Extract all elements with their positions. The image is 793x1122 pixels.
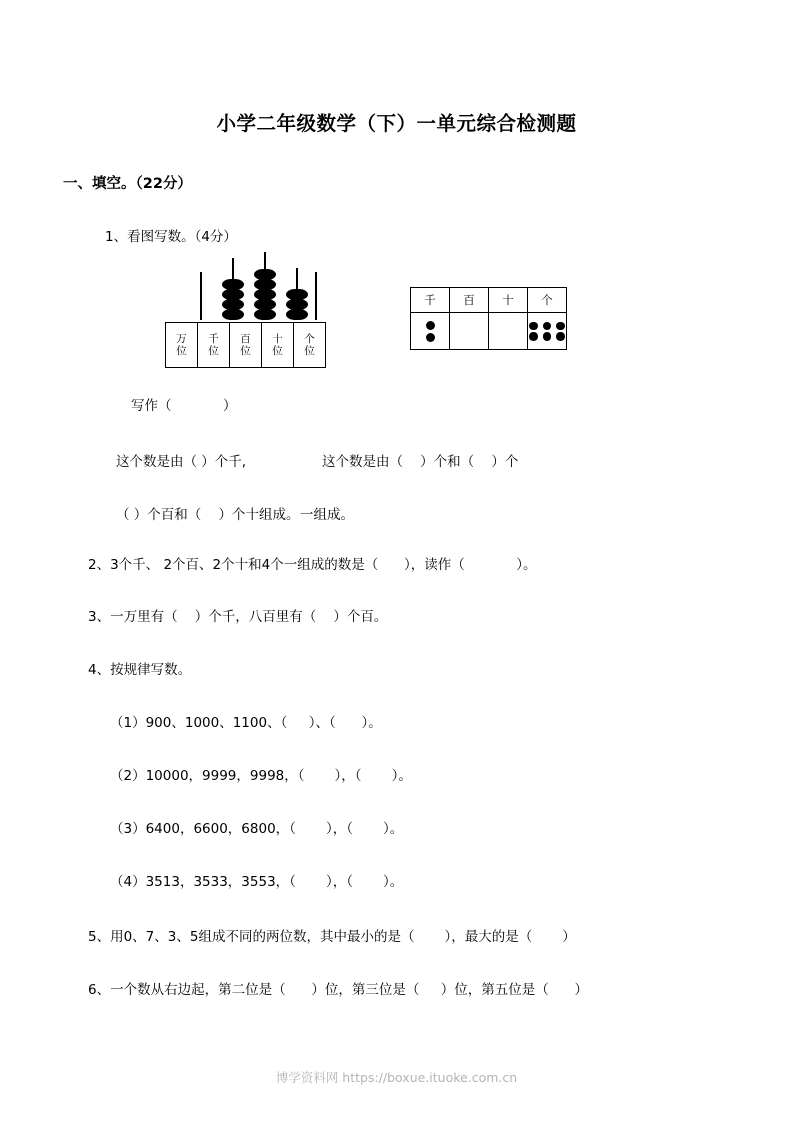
abacus-label-ge [294, 323, 325, 367]
table-row-headers [411, 288, 567, 313]
question-4-item-2: （2）10000，9999，9998，（ ），（ ）。 [110, 768, 412, 784]
question-4-item-3: （3）6400，6600，6800，（ ），（ ）。 [110, 821, 404, 837]
pv-header-shi: 十 [489, 288, 528, 313]
counter-dot [556, 322, 565, 331]
question-4-label: 4、按规律写数。 [88, 662, 192, 678]
pv-cell-qian [411, 313, 450, 350]
counter-dot [529, 332, 538, 341]
question-1-label: 1、看图写数。（4分） [105, 229, 237, 245]
question-4-item-4: （4）3513，3533，3553，（ ），（ ）。 [110, 874, 404, 890]
abacus-label-bai [230, 323, 262, 367]
question-2: 2、3个千、 2个百、2个十和4个一组成的数是（ ），读作（ ）。 [88, 557, 537, 573]
abacus-label-bai-bottom: 位 [240, 345, 251, 357]
pv-cell-ge [528, 313, 567, 350]
abacus-label-shi-bottom: 位 [272, 345, 283, 357]
question-1-write-line: 写作（ ） [131, 398, 237, 414]
abacus-rod-ge [315, 272, 317, 320]
abacus-label-bai-top: 百 [240, 332, 251, 345]
pv-header-qian: 千 [411, 288, 450, 313]
pv-header-ge: 个 [528, 288, 567, 313]
counter-dot [556, 332, 565, 341]
abacus-label-shi [262, 323, 294, 367]
abacus-figure [165, 258, 328, 368]
abacus-label-wan [166, 323, 198, 367]
abacus-bead [222, 309, 244, 320]
counter-dot [426, 333, 435, 342]
abacus-label-ge-top: 个 [304, 332, 315, 345]
counter-dot [426, 321, 435, 330]
table-row-dots [411, 313, 567, 350]
counter-dot [543, 322, 552, 331]
pv-header-bai: 百 [450, 288, 489, 313]
question-4-item-1: （1）900、1000、1100、（ ）、（ ）。 [110, 715, 382, 731]
question-1-left-line-1: 这个数是由（ ）个千, [116, 454, 247, 470]
pv-cell-bai [450, 313, 489, 350]
place-value-table [410, 287, 567, 350]
footer-watermark: 博学资料网 https://boxue.ituoke.com.cn [275, 1070, 518, 1085]
abacus-bead [254, 309, 276, 320]
abacus-label-wan-bottom: 位 [176, 345, 187, 357]
dot-group-ge [528, 313, 566, 349]
abacus-bead [286, 309, 308, 320]
section-heading-fill-in-blanks: 一、填空。（22分） [63, 176, 192, 192]
question-1-right-line-1: 这个数是由（ ）个和（ ）个 [322, 454, 519, 470]
abacus-beads-qian [220, 280, 246, 320]
abacus-label-ge-bottom: 位 [304, 345, 315, 357]
abacus-beads-bai [252, 270, 278, 320]
abacus-label-frame [165, 322, 326, 368]
page-title: 小学二年级数学（下）一单元综合检测题 [216, 112, 577, 135]
abacus-label-qian-top: 千 [208, 332, 219, 345]
question-6: 6、一个数从右边起，第二位是（ ）位，第三位是（ ）位，第五位是（ ） [88, 982, 589, 998]
pv-cell-shi [489, 313, 528, 350]
abacus-label-shi-top: 十 [272, 332, 283, 345]
abacus-label-qian-bottom: 位 [208, 345, 219, 357]
abacus-rod-wan [200, 272, 202, 320]
dot-group-qian [411, 313, 449, 349]
question-3: 3、一万里有（ ）个千，八百里有（ ）个百。 [88, 609, 388, 625]
abacus-label-wan-top: 万 [176, 332, 187, 345]
question-5: 5、用0、7、3、5组成不同的两位数，其中最小的是（ ），最大的是（ ） [88, 929, 576, 945]
question-1-right-line-2: 一组成。 [300, 507, 354, 523]
counter-dot [543, 332, 552, 341]
counter-dot [529, 322, 538, 331]
abacus-beads-shi [284, 290, 310, 320]
question-1-left-line-2: （ ）个百和（ ）个十组成。 [116, 507, 300, 523]
abacus-label-qian [198, 323, 230, 367]
